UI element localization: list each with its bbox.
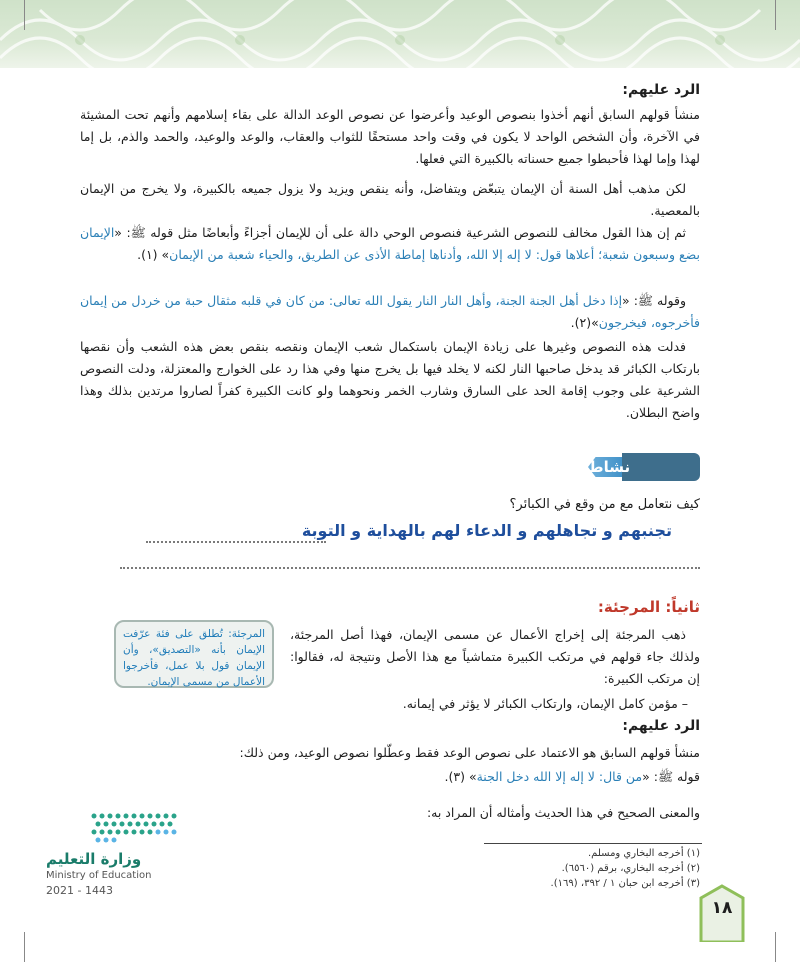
ministry-logo	[40, 808, 190, 898]
footnote-2: (٢) أخرجه البخاري، برقم (٦٥٦٠).	[561, 863, 700, 874]
paragraph-3-ref: » (١).	[137, 247, 170, 262]
paragraph-4-ref: »(٢).	[570, 315, 599, 330]
paragraph-5: فدلت هذه النصوص وغيرها على زيادة الإيمان باستكمال شعب الإيمان ونقصه بنقص بعض هذه الشعب وأن نقصها بارتكاب الكبائر قد يدخل صاحبها النار لكنه لا يخلد فيها بل يخرج منها وفي هذا رد على الخوارج والمعتزلة، ودلت النصوص الشرعية على وجوب إقامة الحد على السارق وشارب الخمر ونحوهما ولو كانت الكبيرة كفراً لصاروا مرتدين بذلك وهذا واضح البطلان.	[80, 339, 700, 420]
activity-answer: تجنبهم و تجاهلهم و الدعاء لهم بالهداية و التوبة	[301, 521, 672, 540]
paragraph-3	[80, 222, 700, 266]
activity-question: كيف نتعامل مع من وقع في الكبائر؟	[509, 497, 700, 512]
page-number-badge	[697, 884, 747, 942]
crop-mark	[24, 932, 25, 962]
section-two-paragraph-3-intro: قوله ﷺ: «	[642, 769, 700, 784]
reply-heading: الرد عليهم:	[622, 82, 700, 98]
activity-tab-label: نشاط	[588, 458, 631, 476]
crop-mark	[775, 0, 776, 30]
ministry-name-english: Ministry of Education	[46, 870, 152, 881]
section-two-bullet: – مؤمن كامل الإيمان، وارتكاب الكبائر لا يؤثر في إيمانه.	[402, 696, 688, 711]
paragraph-2: لكن مذهب أهل السنة أن الإيمان يتبعّض ويتفاضل، وأنه ينقص ويزيد ولا يزول جميعه بالكبيرة، ولا يخرج من الإيمان بالمعصية.	[80, 181, 700, 218]
crop-mark	[775, 932, 776, 962]
paragraph-1: منشأ قولهم السابق أنهم أخذوا بنصوص الوعيد وأعرضوا عن نصوص الوعد الدالة على بقاء إسلامهم وأنهم تحت المشيئة في الآخرة، وأن الشخص الواحد لا يكون في وقت واحد مستحقًا للثواب والعقاب، والوعد والوعيد، والحمد والذم، بل إما لهذا وإما لهذا فأحبطوا جميع حسناته بالكبيرة التي فعلها.	[80, 107, 700, 166]
section-two-reply-heading: الرد عليهم:	[622, 718, 700, 734]
section-two-paragraph-3	[80, 766, 700, 788]
hadith-text: من قال: لا إله إلا الله دخل الجنة	[476, 769, 643, 784]
hadith-text: إذا دخل أهل الجنة الجنة، وأهل النار النار يقول الله تعالى: من كان في قلبه مثقال حبة من خردل من إيمان فأخرجوه، فيخرجون	[80, 293, 700, 330]
header-pattern-band	[0, 0, 800, 68]
side-note-box	[114, 620, 274, 688]
paragraph-4-intro: وقوله ﷺ: «	[622, 293, 686, 308]
side-note-text: المرجئة: تُطلق على فئة عرّفت الإيمان بأنه «التصديق»، وأن الإيمان قول بلا عمل، فأخرجوا الأعمال من مسمى الإيمان.	[123, 628, 265, 688]
header-pattern-icon	[0, 0, 800, 68]
footnote-3: (٣) أخرجه ابن حبان ١ / ٣٩٢، (١٦٩).	[550, 878, 700, 889]
answer-dotted-line	[120, 567, 700, 569]
hadith-text: الإيمان بضع وسبعون شعبة؛ أعلاها قول: لا إله إلا الله، وأدناها إماطة الأذى عن الطريق، والحياء شعبة من الإيمان	[80, 225, 700, 262]
activity-tab	[588, 453, 700, 481]
answer-dotted-line	[146, 541, 326, 543]
paragraph-4	[80, 290, 700, 334]
paragraph-3-intro: ثم إن هذا القول مخالف للنصوص الشرعية فنصوص الوحي دالة على أن للإيمان أجزاءً وأبعاضًا مثل قوله ﷺ: «	[114, 225, 686, 240]
section-two-paragraph-2: منشأ قولهم السابق هو الاعتماد على نصوص الوعد فقط وعطّلوا نصوص الوعيد، ومن ذلك:	[239, 745, 700, 760]
section-two-paragraph-1: ذهب المرجئة إلى إخراج الأعمال عن مسمى الإيمان، فهذا أصل المرجئة، ولذلك جاء قولهم في مرتكب الكبيرة متماشياً مع هذا الأصل ونتيجة له، فقالوا: إن مرتكب الكبيرة:	[290, 627, 700, 686]
section-two-paragraph-3-ref: » (٣).	[444, 769, 477, 784]
page-number: ١٨	[711, 898, 733, 918]
ministry-name-arabic: وزارة التعليم	[46, 850, 142, 868]
ministry-logo-dots-icon	[88, 808, 180, 844]
footnote-1: (١) أخرجه البخاري ومسلم.	[588, 848, 700, 859]
ministry-year: 2021 - 1443	[46, 884, 113, 897]
section-two-heading: ثانياً: المرجئة:	[597, 598, 700, 616]
footnote-divider	[484, 843, 702, 844]
crop-mark	[24, 0, 25, 30]
section-two-paragraph-4: والمعنى الصحيح في هذا الحديث وأمثاله أن المراد به:	[426, 805, 700, 820]
